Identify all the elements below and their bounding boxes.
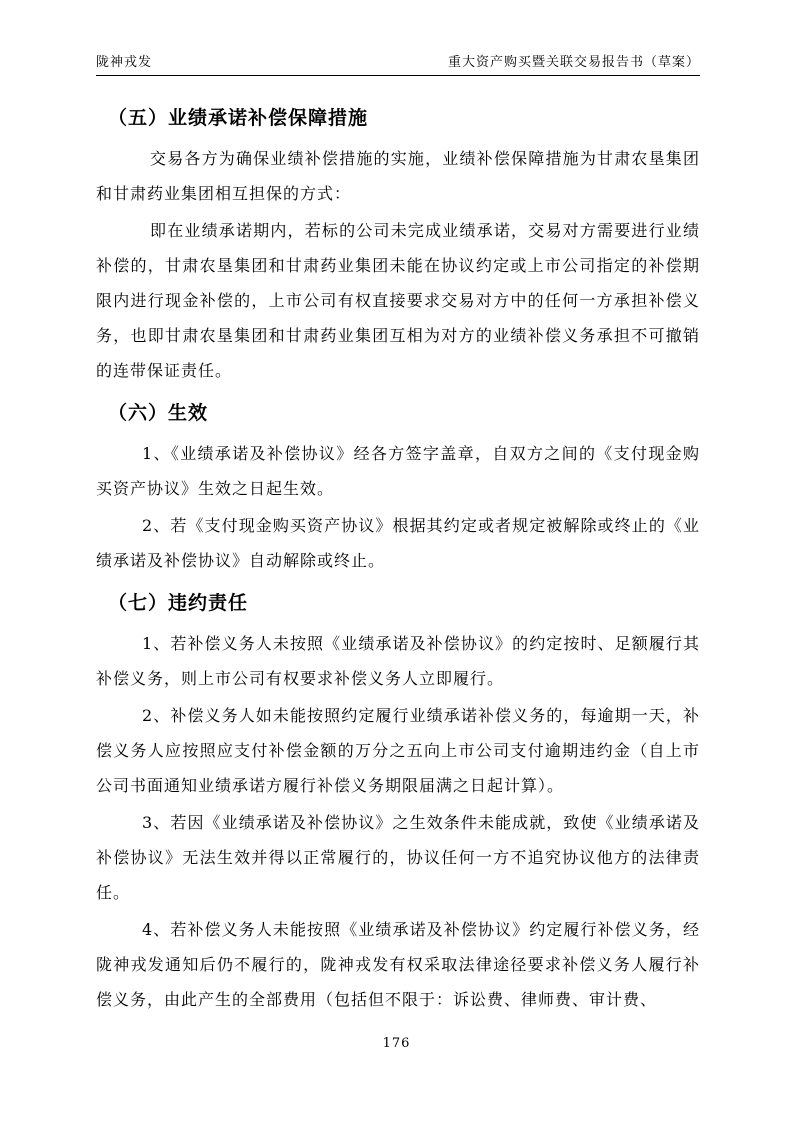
paragraph: 2、补偿义务人如未能按照约定履行业绩承诺补偿义务的，每逾期一天，补偿义务人应按照应支付补偿金额的万分之五向上市公司支付逾期违约金（自上市公司书面通知业绩承诺方履行补偿义务期限届满之日起计算）。 bbox=[96, 706, 700, 795]
paragraph: 交易各方为确保业绩补偿措施的实施，业绩补偿保障措施为甘肃农垦集团和甘肃药业集团相互担保的方式： bbox=[96, 149, 700, 203]
section-heading-7: （七）违约责任 bbox=[108, 592, 249, 614]
section-heading-5: （五）业绩承诺补偿保障措施 bbox=[108, 107, 369, 129]
paragraph: 3、若因《业绩承诺及补偿协议》之生效条件未能成就，致使《业绩承诺及补偿协议》无法生效并得以正常履行的，协议任何一方不追究协议他方的法律责任。 bbox=[96, 813, 700, 902]
section-heading-6: （六）生效 bbox=[108, 402, 209, 424]
paragraph: 2、若《支付现金购买资产协议》根据其约定或者规定被解除或终止的《业绩承诺及补偿协议》自动解除或终止。 bbox=[96, 516, 700, 570]
header-company-name: 陇神戎发 bbox=[96, 55, 153, 70]
paragraph: 即在业绩承诺期内，若标的公司未完成业绩承诺，交易对方需要进行业绩补偿的，甘肃农垦集团和甘肃药业集团未能在协议约定或上市公司指定的补偿期限内进行现金补偿的，上市公司有权直接要求交易对方中的任何一方承担补偿义务，也即甘肃农垦集团和甘肃药业集团互相为对方的业绩补偿义务承担不可撤销的连带保证责任。 bbox=[96, 221, 700, 380]
page-number: 176 bbox=[382, 1036, 411, 1051]
paragraph: 4、若补偿义务人未能按照《业绩承诺及补偿协议》约定履行补偿义务，经陇神戎发通知后仍不履行的，陇神戎发有权采取法律途径要求补偿义务人履行补偿义务，由此产生的全部费用（包括但不限于：诉讼费、律师费、审计费、 bbox=[96, 920, 700, 1009]
page-header bbox=[96, 0, 700, 76]
paragraph: 1、若补偿义务人未按照《业绩承诺及补偿协议》的约定按时、足额履行其补偿义务，则上市公司有权要求补偿义务人立即履行。 bbox=[96, 634, 700, 688]
paragraph: 1、《业绩承诺及补偿协议》经各方签字盖章，自双方之间的《支付现金购买资产协议》生效之日起生效。 bbox=[96, 444, 700, 498]
header-report-title: 重大资产购买暨关联交易报告书（草案） bbox=[447, 55, 700, 70]
document-body bbox=[96, 105, 700, 1017]
